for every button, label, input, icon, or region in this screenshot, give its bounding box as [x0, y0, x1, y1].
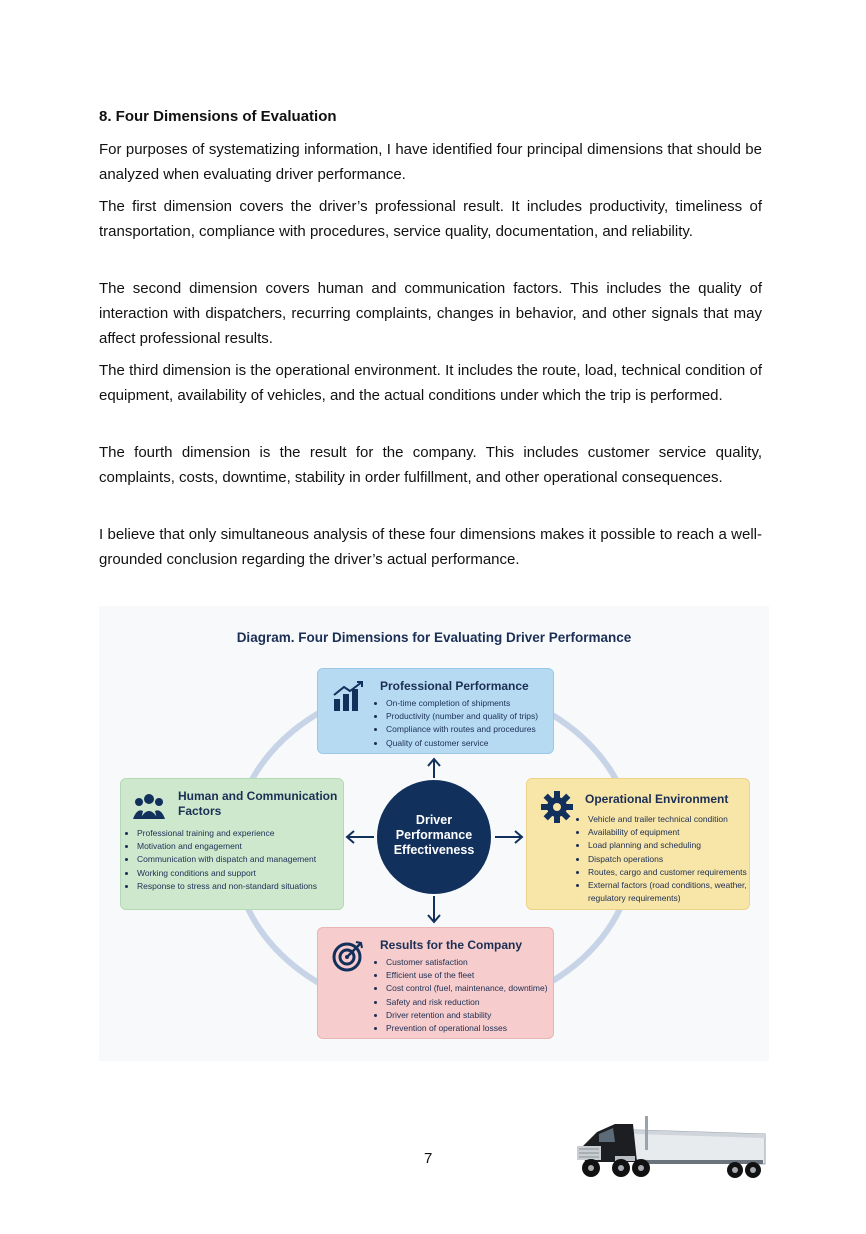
list-item: • Productivity (number and quality of trips): [386, 710, 564, 723]
diagram: [99, 606, 769, 1061]
people-group-icon: [133, 793, 165, 819]
diagram-title: Diagram. Four Dimensions for Evaluating Driver Performance: [236, 630, 632, 645]
list-item: • Professional training and experience: [137, 827, 355, 840]
list-item: • Customer satisfaction: [386, 956, 564, 969]
list-item: • Cost control (fuel, maintenance, downtime): [386, 982, 564, 995]
box-list: [375, 697, 564, 750]
paragraph: The fourth dimension is the result for the company. This includes customer service quality, complaints, costs, downtime, stability in order fulfillment, and other operational consequences.: [99, 444, 762, 486]
list-item: • External factors (road conditions, weather, regulatory requirements): [588, 879, 760, 905]
target-icon: [332, 940, 364, 972]
semi-truck-icon: [575, 1112, 767, 1182]
results-company-box: [317, 927, 554, 1039]
human-communication-box: [120, 778, 344, 910]
paragraph: For purposes of systematizing information, I have identified four principal dimensions that should be analyzed when evaluating driver performance.: [99, 141, 762, 183]
section-heading: 8. Four Dimensions of Evaluation: [99, 108, 337, 125]
list-item: • Response to stress and non-standard situations: [137, 880, 355, 893]
gear-icon: [541, 791, 573, 823]
paragraph: The third dimension is the operational environment. It includes the route, load, technical condition of equipment, availability of vehicles, and the actual conditions under which the trip is performed.: [99, 362, 762, 404]
list-item: • Vehicle and trailer technical condition: [588, 813, 760, 826]
paragraph: The first dimension covers the driver’s professional result. It includes productivity, timeliness of transportation, compliance with procedures, service quality, documentation, and reliability.: [99, 198, 762, 240]
box-title: Operational Environment: [585, 792, 729, 806]
growth-chart-icon: [332, 681, 366, 711]
list-item: • Efficient use of the fleet: [386, 969, 564, 982]
operational-environment-box: [526, 778, 750, 910]
list-item: • Safety and risk reduction: [386, 996, 564, 1009]
list-item: • Load planning and scheduling: [588, 839, 760, 852]
list-item: • Routes, cargo and customer requirements: [588, 866, 760, 879]
list-item: • Motivation and engagement: [137, 840, 355, 853]
box-list: [577, 813, 760, 905]
list-item: • Availability of equipment: [588, 826, 760, 839]
center-label: Driver Performance Effectiveness: [393, 813, 475, 857]
list-item: • Working conditions and support: [137, 867, 355, 880]
list-item: • Dispatch operations: [588, 853, 760, 866]
professional-performance-box: [317, 668, 554, 754]
list-item: • Prevention of operational losses: [386, 1022, 564, 1035]
box-list: [126, 827, 355, 893]
box-list: [375, 956, 564, 1035]
list-item: • Compliance with routes and procedures: [386, 723, 564, 736]
paragraph: The second dimension covers human and communication factors. This includes the quality of interaction with dispatchers, recurring complaints, changes in behavior, and other signals that may affect professional results.: [99, 280, 762, 347]
list-item: • Quality of customer service: [386, 737, 564, 750]
list-item: • Communication with dispatch and management: [137, 853, 355, 866]
list-item: • On-time completion of shipments: [386, 697, 564, 710]
box-title: Results for the Company: [380, 938, 523, 952]
list-item: • Driver retention and stability: [386, 1009, 564, 1022]
page-number: 7: [424, 1150, 433, 1167]
box-title: Professional Performance: [380, 679, 529, 693]
paragraph: I believe that only simultaneous analysis of these four dimensions makes it possible to reach a well-grounded conclusion regarding the driver’s actual performance.: [99, 526, 762, 568]
center-circle: [377, 780, 491, 894]
box-title: Human and Communication Factors: [178, 789, 338, 818]
